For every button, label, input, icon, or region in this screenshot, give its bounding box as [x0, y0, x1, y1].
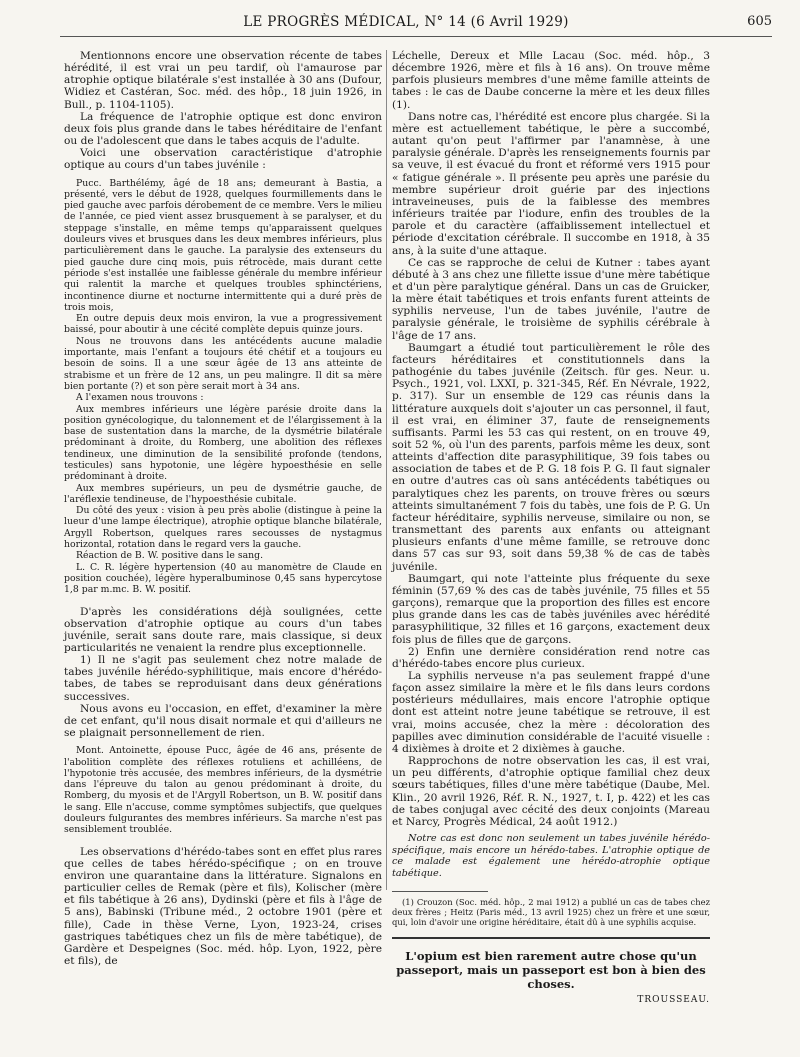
paragraph: La syphilis nerveuse n'a pas seulement frappé d'une façon assez similaire la mère et le fils dans leurs cordons postérieurs médullaires, mais encore l'atrophie optique dont est atteint notre jeune tabétique se retrouve, il est vrai, moins accusée, chez la mère : décoloration des papilles avec diminution considérable de l'acuité visuelle : 4 dixièmes à droite et 2 dixièmes à gauche.	[392, 669, 710, 755]
page-header	[40, 14, 772, 36]
header-rule	[60, 36, 772, 37]
running-title: LE PROGRÈS MÉDICAL, N° 14 (6 Avril 1929)	[243, 14, 569, 30]
quote-author: TROUSSEAU.	[637, 995, 710, 1005]
paragraph: Léchelle, Dereux et Mlle Lacau (Soc. méd. hôp., 3 décembre 1926, mère et fils à 16 ans). On trouve même parfois plusieurs membres d'une même famille atteints de tabes : le cas de Daube concerne la mère et les deux filles (1).	[392, 50, 710, 111]
observation-paragraph: Du côté des yeux : vision à peu près abolie (distingue à peine la lueur d'une lampe électrique), atrophie optique blanche bilatérale, Argyll Robertson, quelques rares secousses de nystagmus horizontal, rotation dans le regard vers la gauche.	[64, 505, 382, 551]
paragraph: Baumgart, qui note l'atteinte plus fréquente du sexe féminin (57,69 % des cas de tabès juvénile, 75 filles et 55 garçons), remarque que la proportion des filles est encore plus grande dans les cas de tabès juvéniles avec hérédité parasyphilitique, 32 filles et 16 garçons, exactement deux fois plus de filles que de garçons.	[392, 572, 710, 646]
footnote-text: (1) Crouzon (Soc. méd. hôp., 2 mai 1912) a publié un cas de tabes chez deux frères ; Heitz (Paris méd., 13 avril 1925) chez un frère et une sœur, qui, loin d'avoir une origine héréditaire, était dû à une syphilis acquise.	[392, 897, 710, 927]
paragraph: Les observations d'hérédo-tabes sont en effet plus rares que celles de tabes hérédo-spécifique ; on en trouve environ une quarantaine dans la littérature. Signalons en particulier celles de Remak (père et fils), Kolischer (mère et fils tabétique à 26 ans), Dydinski (père et fils à l'âge de 5 ans), Babinski (Tribune méd., 2 octobre 1901 (père et fille), Cade in thèse Verne, Lyon, 1923-24, crises gastriques tabétiques chez un fils de mère tabétique), de Gardère et Despeignes (Soc. méd. hôp. Lyon, 1922, père et fils), de	[64, 845, 382, 968]
paragraph: Ce cas se rapproche de celui de Kutner : tabes ayant débuté à 3 ans chez une fillette issue d'une mère tabétique et d'un père paralytique général. Dans un cas de Gruicker, la mère était tabétiques et trois enfants furent atteints de syphilis nerveuse, l'un de tabes juvénile, l'autre de paralysie générale, le troisième de syphilis cérébrale à l'âge de 17 ans.	[392, 256, 710, 342]
paragraph: Mentionnons encore une observation récente de tabes hérédité, il est vrai un peu tardif, où l'amaurose par atrophie optique bilatérale s'est installée à 30 ans (Dufour, Widiez et Castéran, Soc. méd. des hôp., 18 juin 1926, in Bull., p. 1104-1105).	[64, 50, 382, 111]
paragraph: D'après les considérations déjà soulignées, cette observation d'atrophie optique au cours d'un tabes juvénile, serait sans doute rare, mais classique, si deux particularités ne venaient la rendre plus exceptionnelle.	[64, 605, 382, 655]
column-divider	[386, 50, 387, 890]
observation-2	[64, 745, 382, 835]
observation-paragraph: Aux membres inférieurs une légère parésie droite dans la position gynécologique, du talonnement et de l'élargissement à la base de sustentation dans la marche, de la dysmétrie bilatérale prédominant à droite, du Romberg, une abolition des réflexes tendineux, une diminution de la sensibilité profonde (tendons, testicules) sans hypotonie, une légère hypoesthésie en selle prédominant à droite.	[64, 403, 382, 483]
page-number: 605	[747, 14, 772, 29]
paragraph: Nous avons eu l'occasion, en effet, d'examiner la mère de cet enfant, qu'il nous disait normale et qui d'ailleurs ne se plaignait personnellement de rien.	[64, 702, 382, 740]
paragraph: La fréquence de l'atrophie optique est donc environ deux fois plus grande dans le tabes héréditaire de l'enfant ou de l'adolescent que dans le tabes acquis de l'adulte.	[64, 110, 382, 148]
observation-paragraph: Pucc. Barthélémy, âgé de 18 ans; demeurant à Bastia, a présenté, vers le début de 1928, quelques fourmillements dans le pied gauche avec parfois dérobement de ce membre. Vers le milieu de l'année, ce pied vient assez brusquement à se paralyser, et du steppage s'installe, en même temps qu'apparaissent quelques douleurs vives et brusques dans les deux membres inférieurs, plus particulièrement dans le gauche. La paralysie des extenseurs du pied gauche dure cinq mois, puis rétrocède, mais durant cette période s'est installée une faiblesse générale du membre inférieur qui ralentit la marche et quelques troubles sphinctériens, incontinence diurne et nocturne intermittente qui a duré près de trois mois,	[64, 177, 382, 313]
observation-paragraph: L. C. R. légère hypertension (40 au manomètre de Claude en position couchée), légère hyperalbuminose 0,45 sans hypercytose 1,8 par m.mc. B. W. positif.	[64, 561, 382, 596]
footnote	[392, 897, 710, 927]
observation-paragraph: A l'examen nous trouvons :	[76, 392, 204, 404]
paragraph: Voici une observation caractéristique d'atrophie optique au cours d'un tabes juvénile :	[64, 147, 382, 172]
observation-paragraph: Aux membres supérieurs, un peu de dysmétrie gauche, de l'aréflexie tendineuse, de l'hypoesthésie cubitale.	[64, 482, 382, 505]
paragraph: Baumgart a étudié tout particulièrement le rôle des facteurs héréditaires et constitutionnels dans la pathogénie du tabes juvénile (Zeitsch. für ges. Neur. u. Psych., 1921, vol. LXXI, p. 321-345, Réf. En Névrale, 1922, p. 317). Sur un ensemble de 129 cas réunis dans la littérature auxquels doit s'ajouter un cas personnel, il faut, il est vrai, en éliminer 37, faute de renseignements suffisants. Parmi les 53 cas qui restent, on en trouve 49, soit 52 %, où l'un des parents, parfois même les deux, sont atteints d'affection dite parasyphilitique, 39 fois tabes ou association de tabes et de P. G. 18 fois P. G. Il faut signaler en outre d'autres cas où sans antécédents tabétiques ou paralytiques chez les parents, on trouve frères ou sœurs atteints simultanément 7 fois du tabès, une fois de P. G. Un facteur héréditaire, syphilis nerveuse, similaire ou non, se transmettant des parents aux enfants ou atteignant plusieurs enfants d'une même famille, se retrouve donc dans 57 cas sur 93, soit dans 59,38 % de cas de tabès juvénile.	[392, 341, 710, 573]
paragraph: 1) Il ne s'agit pas seulement chez notre malade de tabes juvénile hérédo-syphilitique, mais encore d'hérédo-tabes, de tabes se reproduisant dans deux générations successives.	[64, 654, 382, 703]
left-column	[64, 50, 382, 967]
observation-paragraph: Nous ne trouvons dans les antécédents aucune maladie importante, mais l'enfant a toujours été chétif et a toujours eu besoin de soins. Il a une sœur âgée de 13 ans atteinte de strabisme et un frère de 12 ans, un peu malingre. Il dit sa mère bien portante (?) et son père serait mort à 34 ans.	[64, 335, 382, 392]
footnote-rule	[392, 891, 488, 892]
observation-paragraph: Réaction de B. W. positive dans le sang.	[76, 550, 264, 562]
quote: L'opium est bien rarement autre chose qu'un passeport, mais un passeport est bon à bien des choses.	[396, 949, 706, 991]
observation-paragraph: Mont. Antoinette, épouse Pucc, âgée de 46 ans, présente de l'abolition complète des réflexes rotuliens et achilléens, de l'hypotonie très accusée, des membres inférieurs, de la dysmétrie dans l'épreuve du talon au genou prédominant à droite, du Romberg, du myosis et de l'Argyll Robertson, un B. W. positif dans le sang. Elle n'accuse, comme symptômes subjectifs, que quelques douleurs fulgurantes des membres inférieurs. Sa marche n'est pas sensiblement troublée.	[64, 745, 382, 836]
right-column	[392, 50, 710, 1006]
paragraph: 2) Enfin une dernière considération rend notre cas d'hérédo-tabes encore plus curieux.	[392, 645, 710, 670]
paragraph: Dans notre cas, l'hérédité est encore plus chargée. Si la mère est actuellement tabétique, le père a succombé, autant qu'on peut l'affirmer par l'anamnèse, à une paralysie générale. D'après les renseignements fournis par sa veuve, il est évacué du front et réformé vers 1915 pour « fatigue générale ». Il présente peu après une parésie du membre supérieur droit guérie par des injections intraveineuses, puis de la faiblesse des membres inférieurs traitée par l'iodure, enfin des troubles de la parole et du caractère (affaiblissement intellectuel et période d'excitation cérébrale. Il succombe en 1918, à 35 ans, à la suite d'une attaque.	[392, 110, 711, 257]
observation-paragraph: En outre depuis deux mois environ, la vue a progressivement baissé, pour aboutir à une cécité complète depuis quinze jours.	[64, 313, 382, 336]
paragraph: Rapprochons de notre observation les cas, il est vrai, un peu différents, d'atrophie optique familial chez deux sœurs tabétiques, filles d'une mère tabétique (Daube, Mel. Klin., 20 avril 1926, Réf. R. N., 1927, t. I, p. 422) et les cas de tabes conjugal avec cécité des deux conjoints (Mareau et Narcy, Progrès Médical, 24 août 1912.)	[392, 755, 710, 828]
section-separator	[392, 937, 710, 939]
observation-1	[64, 178, 382, 596]
conclusion-paragraph: Notre cas est donc non seulement un tabes juvénile hérédo-spécifique, mais encore un hérédo-tabes. L'atrophie optique de ce malade est également une hérédo-atrophie optique tabétique.	[392, 833, 710, 879]
